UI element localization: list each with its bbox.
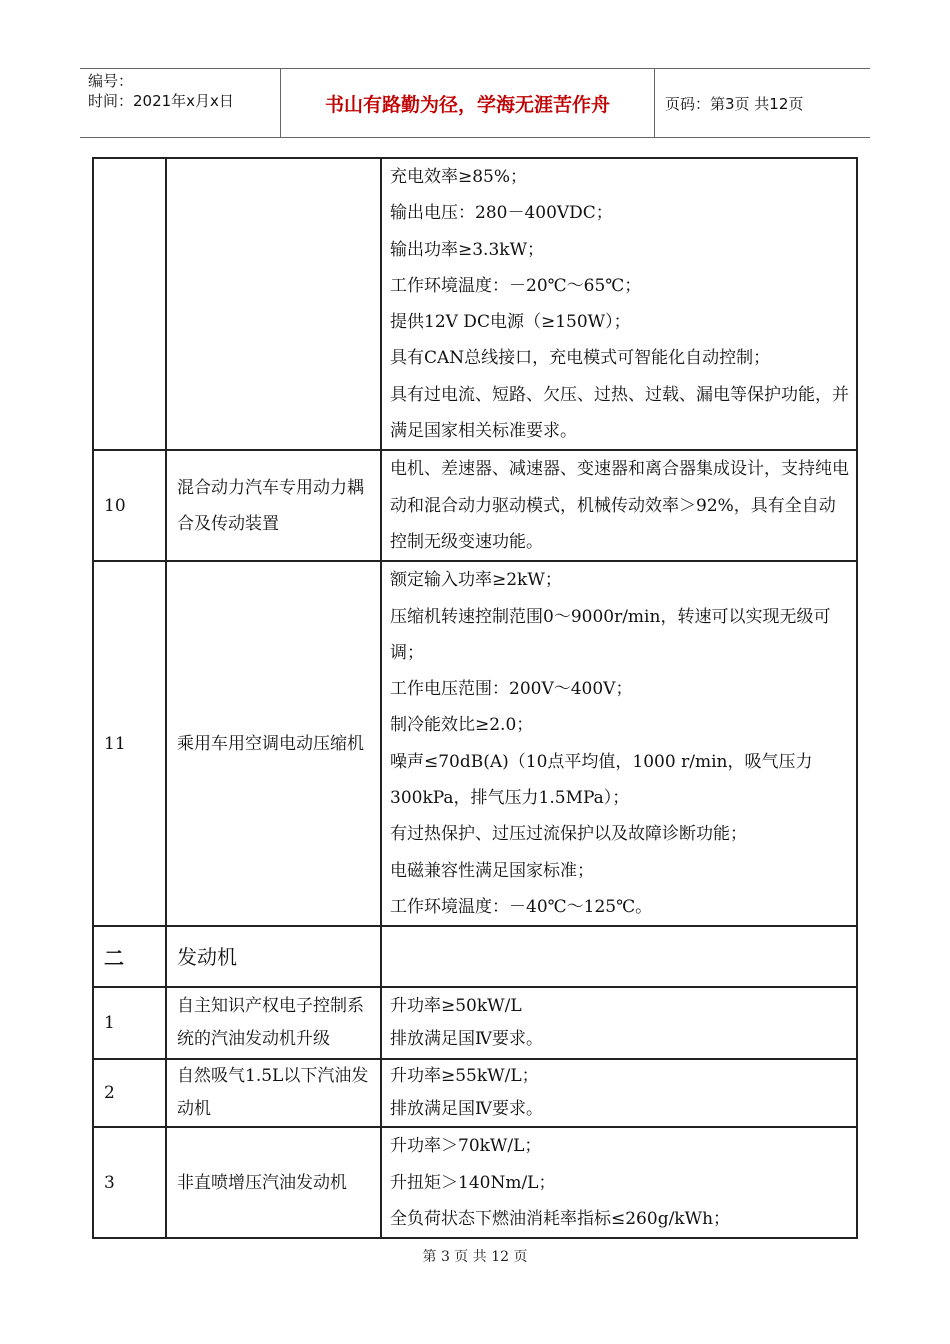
spec-line: 输出电压：280－400VDC；	[390, 203, 613, 224]
item-name: 混合动力汽车专用动力耦合及传动装置	[166, 450, 381, 561]
section-title: 发动机	[166, 926, 381, 987]
spec-line: 额定输入功率≥2kW；	[390, 570, 562, 591]
spec-line: 提供12V DC电源（≥150W）；	[390, 312, 631, 333]
header-page-info: 页码：第3页 共12页	[665, 94, 804, 113]
spec-line: 电磁兼容性满足国家标准；	[390, 860, 594, 881]
spec-line: 升功率≥55kW/L；	[390, 1066, 539, 1087]
spec-line: 升功率＞70kW/L；	[390, 1136, 542, 1157]
page-footer: 第 3 页 共 12 页	[422, 1249, 528, 1265]
spec-line: 工作环境温度：－20℃～65℃；	[390, 275, 642, 296]
empty-cell	[381, 926, 857, 987]
spec-line: 排放满足国Ⅳ要求。	[390, 1099, 543, 1120]
item-name	[166, 158, 381, 450]
row-number: 10	[93, 450, 166, 561]
item-name: 自主知识产权电子控制系统的汽油发动机升级	[166, 987, 381, 1059]
row-number: 1	[93, 987, 166, 1059]
spec-line: 噪声≤70dB(A)（10点平均值，1000 r/min，吸气压力300kPa，排气压力1.5MPa）；	[390, 751, 813, 809]
number-label: 编号：	[88, 72, 134, 90]
spec-line: 制冷能效比≥2.0；	[390, 715, 534, 736]
spec-cell	[381, 561, 857, 926]
section-row	[93, 926, 857, 987]
table-row	[93, 1127, 857, 1238]
spec-line: 压缩机转速控制范围0～9000r/min，转速可以实现无级可调；	[390, 606, 831, 663]
table-row	[93, 1059, 857, 1127]
page-header	[80, 68, 870, 138]
spec-cell	[381, 1127, 857, 1238]
item-name: 乘用车用空调电动压缩机	[166, 561, 381, 926]
spec-line: 输出功率≥3.3kW；	[390, 239, 545, 260]
table-row	[93, 450, 857, 561]
item-name: 自然吸气1.5L以下汽油发动机	[166, 1059, 381, 1127]
spec-line: 具有CAN总线接口，充电模式可智能化自动控制；	[390, 348, 771, 369]
table-row	[93, 561, 857, 926]
spec-line: 具有过电流、短路、欠压、过热、过载、漏电等保护功能，并满足国家相关标准要求。	[390, 384, 849, 442]
spec-line: 工作环境温度：－40℃～125℃。	[390, 896, 653, 917]
spec-line: 有过热保护、过压过流保护以及故障诊断功能；	[390, 824, 747, 845]
spec-cell	[381, 987, 857, 1059]
row-number: 2	[93, 1059, 166, 1127]
header-motto: 书山有路勤为径，学海无涯苦作舟	[281, 69, 655, 137]
item-name: 非直喷增压汽油发动机	[166, 1127, 381, 1238]
section-number: 二	[93, 926, 166, 987]
spec-line: 充电效率≥85%；	[390, 167, 528, 187]
spec-line: 升扭矩＞140Nm/L；	[390, 1172, 556, 1193]
row-number: 3	[93, 1127, 166, 1238]
table-row	[93, 158, 857, 450]
spec-line: 工作电压范围：200V～400V；	[390, 679, 633, 700]
spec-table	[92, 157, 858, 1239]
header-meta	[80, 69, 281, 137]
spec-line: 全负荷状态下燃油消耗率指标≤260g/kWh；	[390, 1208, 731, 1229]
row-number: 11	[93, 561, 166, 926]
row-number	[93, 158, 166, 450]
spec-cell	[381, 450, 857, 561]
spec-cell	[381, 1059, 857, 1127]
spec-cell	[381, 158, 857, 450]
spec-line: 升功率≥50kW/L	[390, 996, 522, 1017]
spec-line: 电机、差速器、减速器、变速器和离合器集成设计，支持纯电动和混合动力驱动模式，机械传动效率＞92%，具有全自动控制无级变速功能。	[390, 459, 849, 552]
table-row	[93, 987, 857, 1059]
spec-line: 排放满足国Ⅳ要求。	[390, 1029, 543, 1050]
time-label: 时间：2021年x月x日	[88, 92, 234, 110]
